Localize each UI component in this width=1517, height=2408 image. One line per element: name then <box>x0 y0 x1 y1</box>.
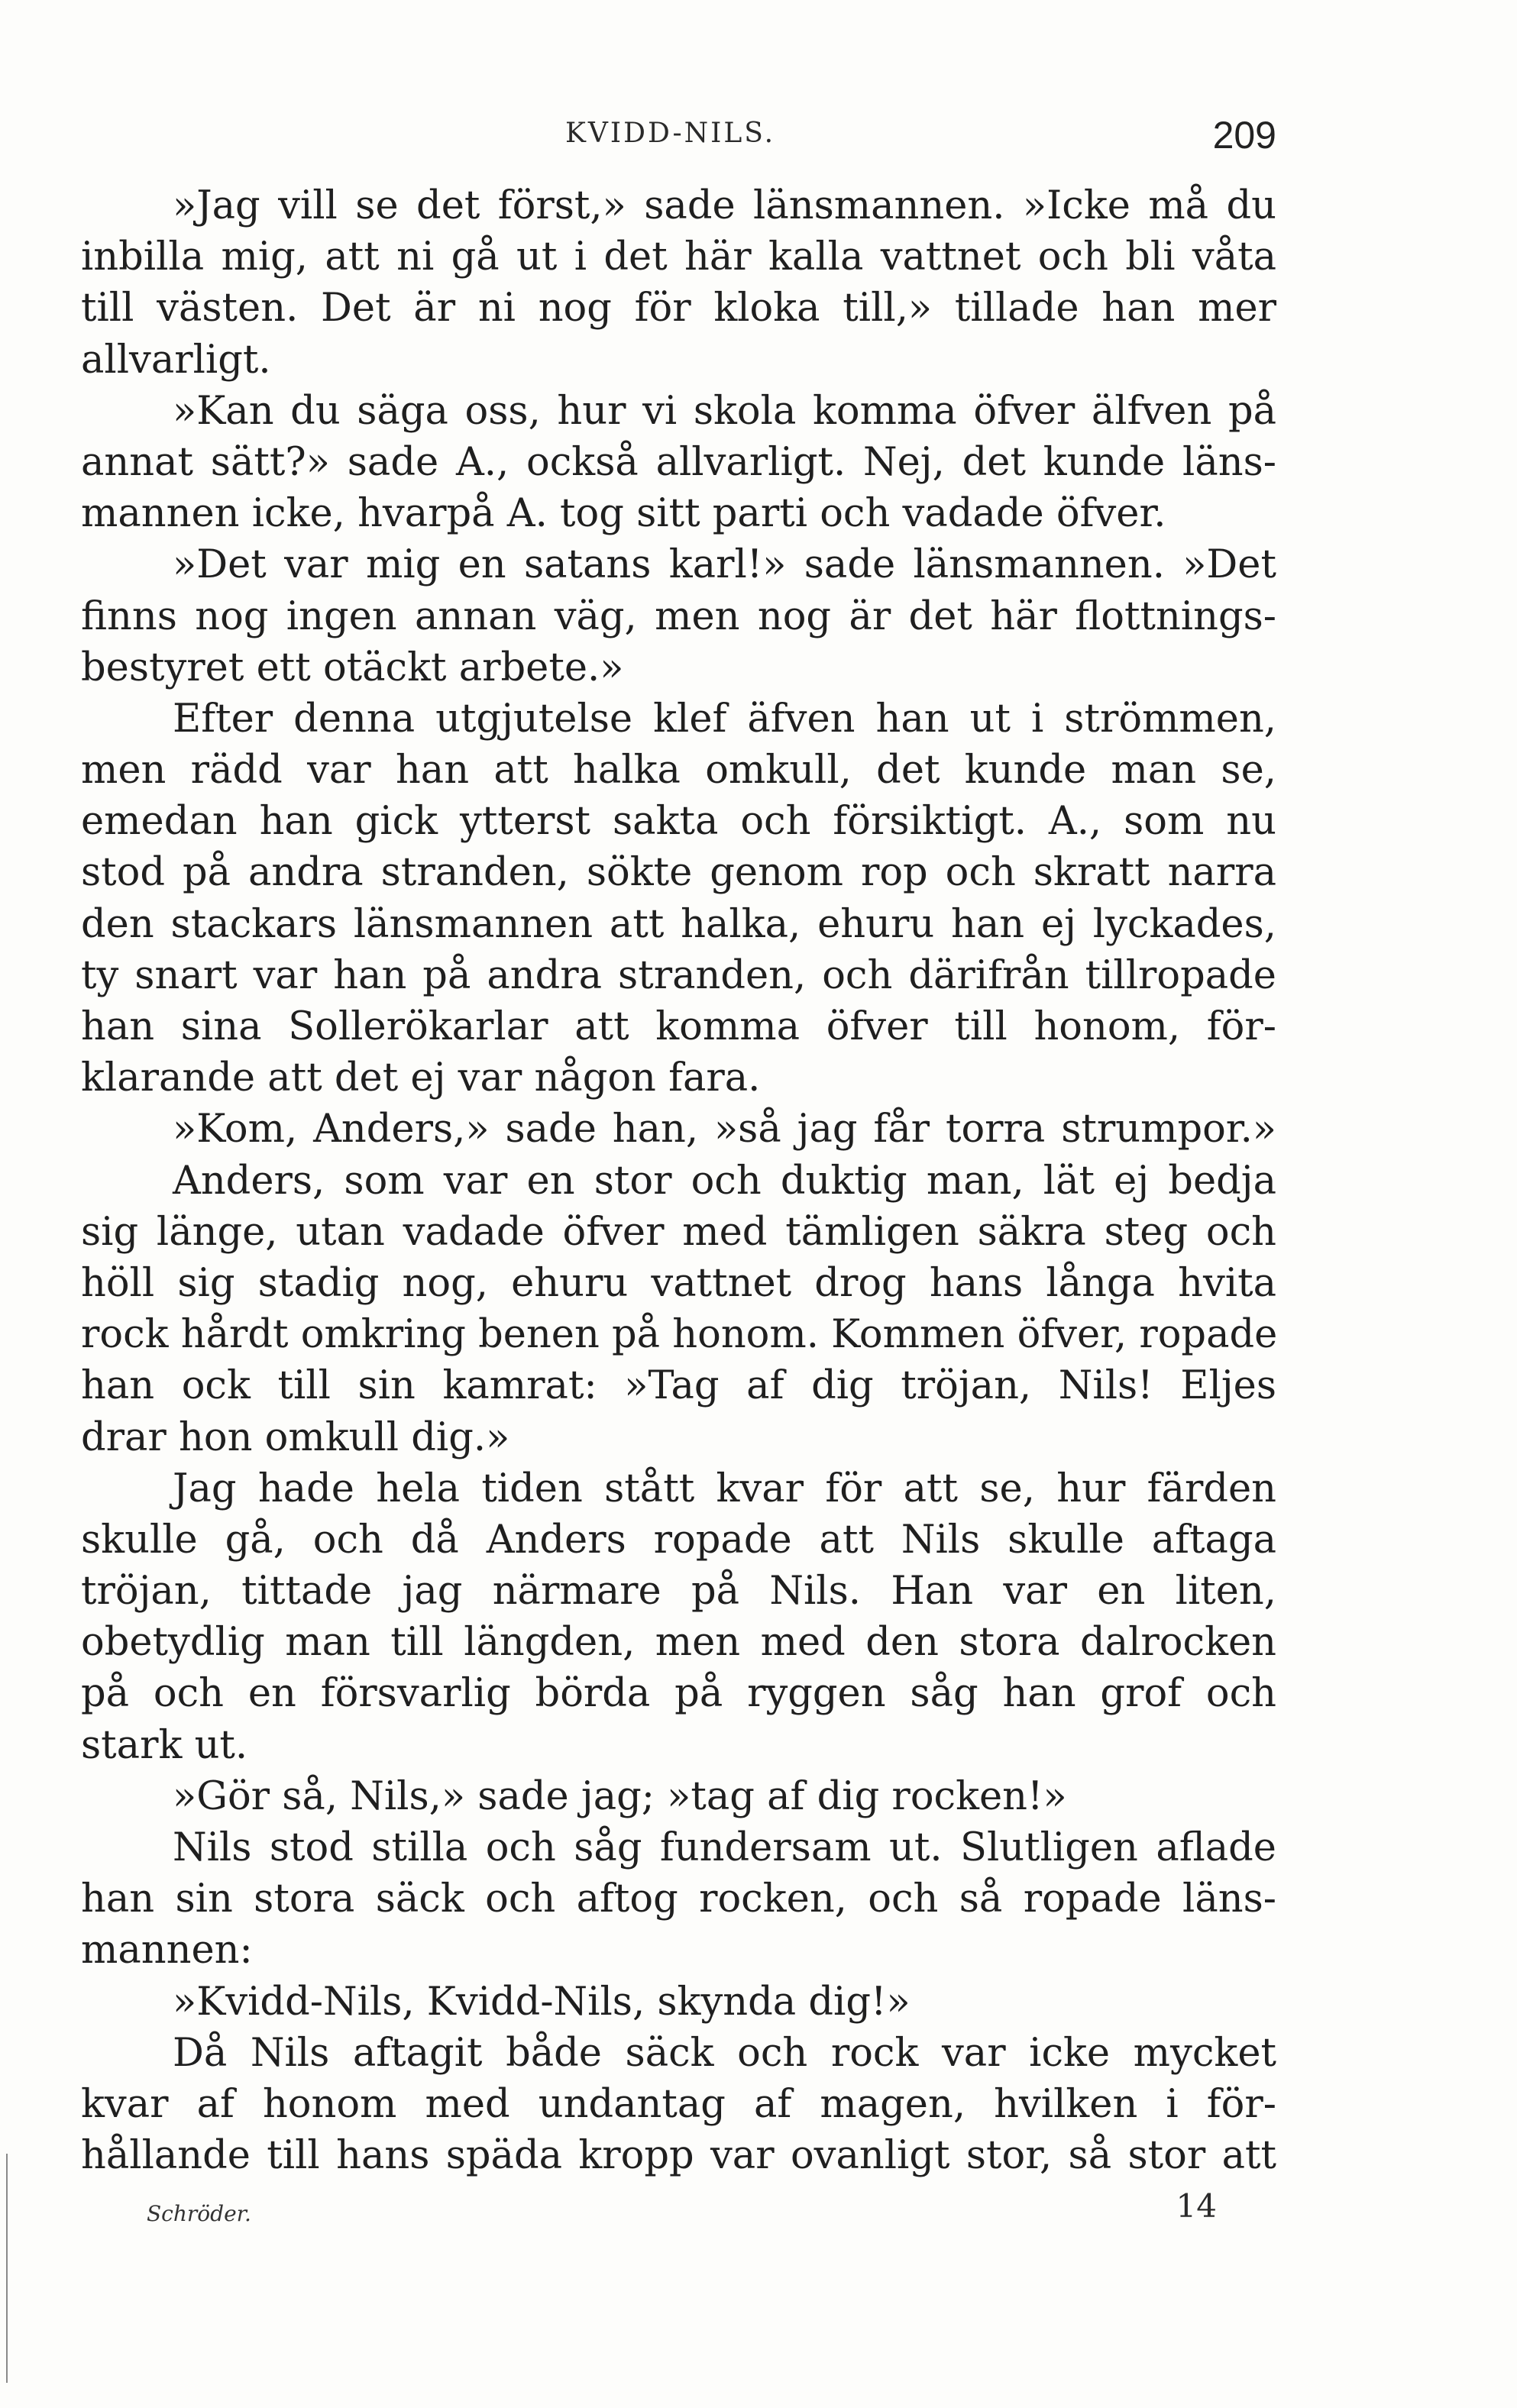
text-line: men rädd var han att halka omkull, det kunde man se, <box>81 748 1276 794</box>
text-line: »Det var mig en satans karl!» sade länsmannen. »Det <box>173 542 1276 588</box>
text-line: »Kan du säga oss, hur vi skola komma öfver älfven på <box>173 388 1276 434</box>
text-line: mannen icke, hvarpå A. tog sitt parti och vadade öfver. <box>81 491 1166 537</box>
text-line: obetydlig man till längden, men med den stora dalrocken <box>81 1620 1276 1666</box>
text-line: tröjan, tittade jag närmare på Nils. Han var en liten, <box>81 1569 1276 1614</box>
text-line: han ock till sin kamrat: »Tag af dig tröjan, Nils! Eljes <box>81 1363 1276 1409</box>
text-line: finns nog ingen annan väg, men nog är det här flottnings- <box>81 593 1276 639</box>
text-line: mannen: <box>81 1928 253 1973</box>
text-line: »Gör så, Nils,» sade jag; »tag af dig rocken!» <box>173 1773 1067 1819</box>
text-line: till västen. Det är ni nog för kloka till,» tillade han mer <box>81 286 1276 331</box>
text-line: ty snart var han på andra stranden, och därifrån tillropade <box>81 952 1276 998</box>
scan-margin-line <box>6 2154 8 2383</box>
text-line: klarande att det ej var någon fara. <box>81 1055 761 1101</box>
text-line: kvar af honom med undantag af magen, hvilken i för- <box>81 2081 1276 2127</box>
text-line: höll sig stadig nog, ehuru vattnet drog hans långa hvita <box>81 1260 1276 1306</box>
text-line: han sina Sollerökarlar att komma öfver till honom, för- <box>81 1004 1276 1049</box>
body-text <box>81 180 1276 2181</box>
page-number: 209 <box>1212 114 1276 157</box>
text-line: stod på andra stranden, sökte genom rop och skratt narra <box>81 850 1276 896</box>
text-line: »Kom, Anders,» sade han, »så jag får torra strumpor.» <box>173 1107 1276 1152</box>
text-line: bestyret ett otäckt arbete.» <box>81 645 624 690</box>
text-line: emedan han gick ytterst sakta och försiktigt. A., som nu <box>81 799 1276 845</box>
text-line: »Kvidd-Nils, Kvidd-Nils, skynda dig!» <box>173 1979 911 2025</box>
text-line: skulle gå, och då Anders ropade att Nils skulle aftaga <box>81 1517 1276 1563</box>
footer-author: Schröder. <box>147 2201 251 2226</box>
text-line: rock hårdt omkring benen på honom. Kommen öfver, ropade <box>81 1312 1278 1358</box>
text-line: den stackars länsmannen att halka, ehuru han ej lyckades, <box>81 901 1276 947</box>
signature-mark: 14 <box>1176 2187 1217 2225</box>
text-line: sig länge, utan vadade öfver med tämligen säkra steg och <box>81 1209 1276 1255</box>
text-line: Anders, som var en stor och duktig man, lät ej bedja <box>173 1158 1276 1204</box>
text-line: allvarligt. <box>81 337 271 383</box>
text-line: på och en försvarlig börda på ryggen såg han grof och <box>81 1671 1276 1717</box>
text-line: Efter denna utgjutelse klef äfven han ut i strömmen, <box>173 696 1276 742</box>
text-line: Då Nils aftagit både säck och rock var icke mycket <box>173 2030 1276 2076</box>
text-line: han sin stora säck och aftog rocken, och så ropade läns- <box>81 1876 1276 1922</box>
running-head <box>81 113 1276 159</box>
text-line: Nils stod stilla och såg fundersam ut. Slutligen aflade <box>173 1825 1276 1870</box>
text-line: inbilla mig, att ni gå ut i det här kalla vattnet och bli våta <box>81 234 1276 280</box>
text-line: stark ut. <box>81 1722 248 1768</box>
running-title: KVIDD-NILS. <box>565 118 776 149</box>
text-line: Jag hade hela tiden stått kvar för att se, hur färden <box>173 1466 1276 1511</box>
page-footer <box>81 2187 1276 2233</box>
text-line: drar hon omkull dig.» <box>81 1414 510 1460</box>
text-line: annat sätt?» sade A., också allvarligt. Nej, det kunde läns- <box>81 439 1276 485</box>
text-line: hållande till hans späda kropp var ovanligt stor, så stor att <box>81 2133 1276 2179</box>
text-line: »Jag vill se det först,» sade länsmannen. »Icke må du <box>173 183 1276 228</box>
